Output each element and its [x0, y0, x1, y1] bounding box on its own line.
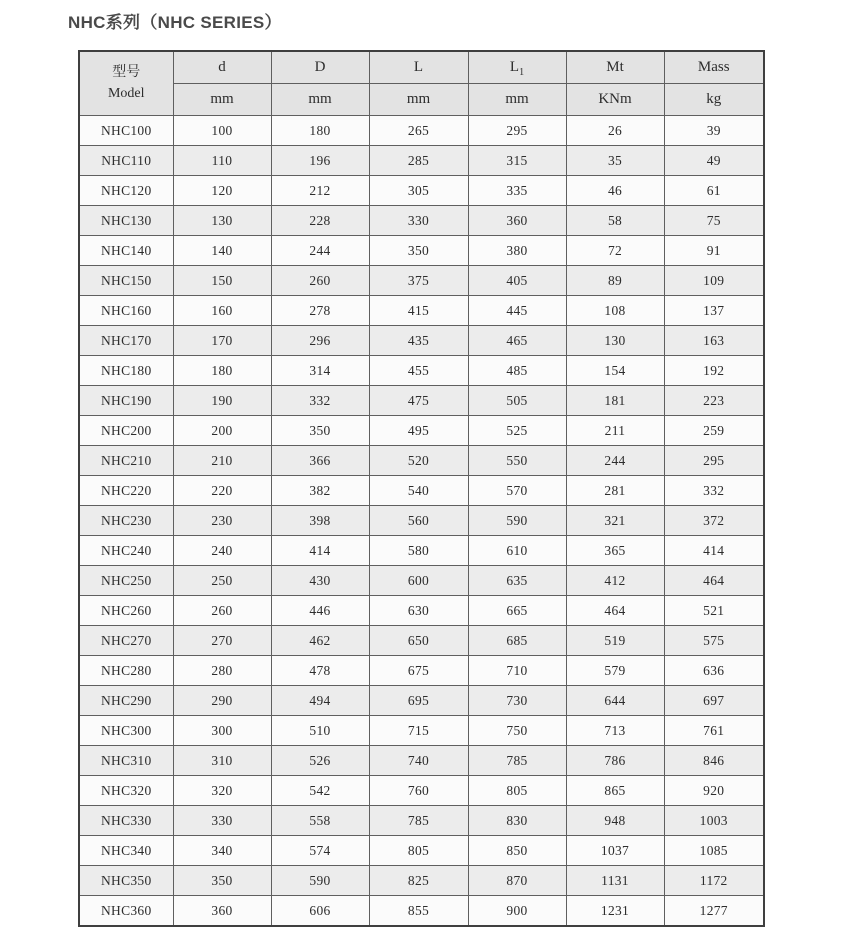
value-cell: 150: [173, 266, 271, 296]
model-header-cn: 型号: [112, 65, 141, 81]
value-cell: 244: [566, 446, 664, 476]
value-cell: 260: [173, 596, 271, 626]
value-cell: 521: [664, 596, 764, 626]
value-cell: 540: [369, 476, 468, 506]
model-cell: NHC180: [79, 356, 173, 386]
table-row: [79, 236, 764, 266]
value-cell: 526: [271, 746, 369, 776]
value-cell: 475: [369, 386, 468, 416]
value-cell: 332: [664, 476, 764, 506]
model-cell: NHC130: [79, 206, 173, 236]
value-cell: 590: [468, 506, 566, 536]
table-row: [79, 626, 764, 656]
value-cell: 72: [566, 236, 664, 266]
value-cell: 200: [173, 416, 271, 446]
value-cell: 830: [468, 806, 566, 836]
table-row: [79, 386, 764, 416]
value-cell: 89: [566, 266, 664, 296]
value-cell: 315: [468, 146, 566, 176]
value-cell: 805: [369, 836, 468, 866]
table-row: [79, 176, 764, 206]
table-row: [79, 596, 764, 626]
value-cell: 220: [173, 476, 271, 506]
value-cell: 360: [468, 206, 566, 236]
value-cell: 405: [468, 266, 566, 296]
value-cell: 560: [369, 506, 468, 536]
value-cell: 600: [369, 566, 468, 596]
value-cell: 154: [566, 356, 664, 386]
value-cell: 380: [468, 236, 566, 266]
model-cell: NHC310: [79, 746, 173, 776]
value-cell: 920: [664, 776, 764, 806]
value-cell: 630: [369, 596, 468, 626]
value-cell: 665: [468, 596, 566, 626]
value-cell: 570: [468, 476, 566, 506]
value-cell: 296: [271, 326, 369, 356]
value-cell: 190: [173, 386, 271, 416]
value-cell: 180: [271, 116, 369, 146]
model-cell: NHC140: [79, 236, 173, 266]
value-cell: 212: [271, 176, 369, 206]
value-cell: 415: [369, 296, 468, 326]
value-cell: 285: [369, 146, 468, 176]
value-cell: 446: [271, 596, 369, 626]
value-cell: 1003: [664, 806, 764, 836]
value-cell: 785: [468, 746, 566, 776]
header-row-units: [79, 84, 764, 116]
value-cell: 335: [468, 176, 566, 206]
table-row: [79, 896, 764, 927]
table-header: [79, 51, 764, 116]
value-cell: 445: [468, 296, 566, 326]
model-cell: NHC360: [79, 896, 173, 927]
value-cell: 278: [271, 296, 369, 326]
value-cell: 730: [468, 686, 566, 716]
nhc-series-table: [78, 50, 765, 927]
model-cell: NHC320: [79, 776, 173, 806]
value-cell: 61: [664, 176, 764, 206]
value-cell: 606: [271, 896, 369, 927]
value-cell: 542: [271, 776, 369, 806]
value-cell: 855: [369, 896, 468, 927]
model-cell: NHC250: [79, 566, 173, 596]
value-cell: 290: [173, 686, 271, 716]
table-row: [79, 806, 764, 836]
value-cell: 281: [566, 476, 664, 506]
value-cell: 35: [566, 146, 664, 176]
value-cell: 75: [664, 206, 764, 236]
value-cell: 108: [566, 296, 664, 326]
value-cell: 137: [664, 296, 764, 326]
value-cell: 244: [271, 236, 369, 266]
value-cell: 295: [664, 446, 764, 476]
value-cell: 710: [468, 656, 566, 686]
model-cell: NHC100: [79, 116, 173, 146]
value-cell: 786: [566, 746, 664, 776]
model-cell: NHC170: [79, 326, 173, 356]
model-cell: NHC350: [79, 866, 173, 896]
model-cell: NHC270: [79, 626, 173, 656]
table-row: [79, 416, 764, 446]
table-row: [79, 356, 764, 386]
table-row: [79, 446, 764, 476]
value-cell: 382: [271, 476, 369, 506]
value-cell: 330: [369, 206, 468, 236]
value-cell: 310: [173, 746, 271, 776]
model-header-en: Model: [107, 85, 145, 101]
value-cell: 485: [468, 356, 566, 386]
value-cell: 163: [664, 326, 764, 356]
value-cell: 100: [173, 116, 271, 146]
column-header-Mass: Mass: [664, 51, 764, 84]
model-cell: NHC290: [79, 686, 173, 716]
value-cell: 314: [271, 356, 369, 386]
table-row: [79, 146, 764, 176]
unit-header-d: mm: [173, 84, 271, 116]
table-row: [79, 326, 764, 356]
value-cell: 675: [369, 656, 468, 686]
model-cell: NHC330: [79, 806, 173, 836]
model-cell: NHC110: [79, 146, 173, 176]
value-cell: 140: [173, 236, 271, 266]
table-row: [79, 536, 764, 566]
value-cell: 250: [173, 566, 271, 596]
value-cell: 525: [468, 416, 566, 446]
model-cell: NHC240: [79, 536, 173, 566]
value-cell: 610: [468, 536, 566, 566]
table-row: [79, 566, 764, 596]
value-cell: 58: [566, 206, 664, 236]
value-cell: 464: [566, 596, 664, 626]
value-cell: 697: [664, 686, 764, 716]
value-cell: 26: [566, 116, 664, 146]
unit-header-L: mm: [369, 84, 468, 116]
value-cell: 398: [271, 506, 369, 536]
value-cell: 505: [468, 386, 566, 416]
value-cell: 130: [566, 326, 664, 356]
model-cell: NHC300: [79, 716, 173, 746]
value-cell: 1131: [566, 866, 664, 896]
value-cell: 465: [468, 326, 566, 356]
table-row: [79, 206, 764, 236]
value-cell: 575: [664, 626, 764, 656]
value-cell: 865: [566, 776, 664, 806]
value-cell: 636: [664, 656, 764, 686]
value-cell: 91: [664, 236, 764, 266]
table-row: [79, 476, 764, 506]
value-cell: 650: [369, 626, 468, 656]
value-cell: 210: [173, 446, 271, 476]
model-cell: NHC340: [79, 836, 173, 866]
model-cell: NHC120: [79, 176, 173, 206]
column-header-D: D: [271, 51, 369, 84]
value-cell: 196: [271, 146, 369, 176]
value-cell: 761: [664, 716, 764, 746]
value-cell: 558: [271, 806, 369, 836]
value-cell: 685: [468, 626, 566, 656]
value-cell: 478: [271, 656, 369, 686]
model-cell: NHC190: [79, 386, 173, 416]
value-cell: 300: [173, 716, 271, 746]
value-cell: 340: [173, 836, 271, 866]
value-cell: 430: [271, 566, 369, 596]
value-cell: 520: [369, 446, 468, 476]
model-cell: NHC200: [79, 416, 173, 446]
column-header-L: L: [369, 51, 468, 84]
value-cell: 494: [271, 686, 369, 716]
value-cell: 870: [468, 866, 566, 896]
unit-header-L1: mm: [468, 84, 566, 116]
value-cell: 120: [173, 176, 271, 206]
value-cell: 1231: [566, 896, 664, 927]
value-cell: 180: [173, 356, 271, 386]
table-row: [79, 656, 764, 686]
value-cell: 260: [271, 266, 369, 296]
column-header-L1: $L_1$: [468, 51, 566, 84]
value-cell: 49: [664, 146, 764, 176]
value-cell: 850: [468, 836, 566, 866]
model-cell: NHC160: [79, 296, 173, 326]
table-row: [79, 266, 764, 296]
value-cell: 366: [271, 446, 369, 476]
table-body: [79, 116, 764, 927]
value-cell: 580: [369, 536, 468, 566]
value-cell: 414: [271, 536, 369, 566]
value-cell: 280: [173, 656, 271, 686]
model-cell: NHC210: [79, 446, 173, 476]
value-cell: 715: [369, 716, 468, 746]
value-cell: 170: [173, 326, 271, 356]
value-cell: 412: [566, 566, 664, 596]
value-cell: 785: [369, 806, 468, 836]
unit-header-D: mm: [271, 84, 369, 116]
value-cell: 350: [369, 236, 468, 266]
value-cell: 295: [468, 116, 566, 146]
value-cell: 211: [566, 416, 664, 446]
value-cell: 350: [271, 416, 369, 446]
value-cell: 825: [369, 866, 468, 896]
value-cell: 695: [369, 686, 468, 716]
table-row: [79, 116, 764, 146]
value-cell: 375: [369, 266, 468, 296]
value-cell: 550: [468, 446, 566, 476]
value-cell: 332: [271, 386, 369, 416]
value-cell: 372: [664, 506, 764, 536]
value-cell: 240: [173, 536, 271, 566]
value-cell: 350: [173, 866, 271, 896]
table-row: [79, 866, 764, 896]
value-cell: 265: [369, 116, 468, 146]
table-row: [79, 716, 764, 746]
value-cell: 365: [566, 536, 664, 566]
unit-header-Mt: KNm: [566, 84, 664, 116]
value-cell: 130: [173, 206, 271, 236]
value-cell: 270: [173, 626, 271, 656]
page-title: NHC系列（NHC SERIES）: [68, 13, 282, 32]
value-cell: 414: [664, 536, 764, 566]
value-cell: 948: [566, 806, 664, 836]
value-cell: 644: [566, 686, 664, 716]
value-cell: 223: [664, 386, 764, 416]
value-cell: 259: [664, 416, 764, 446]
value-cell: 519: [566, 626, 664, 656]
column-header-Mt: Mt: [566, 51, 664, 84]
model-cell: NHC280: [79, 656, 173, 686]
value-cell: 1085: [664, 836, 764, 866]
value-cell: 495: [369, 416, 468, 446]
value-cell: 360: [173, 896, 271, 927]
value-cell: 635: [468, 566, 566, 596]
value-cell: 435: [369, 326, 468, 356]
value-cell: 590: [271, 866, 369, 896]
value-cell: 713: [566, 716, 664, 746]
value-cell: 305: [369, 176, 468, 206]
value-cell: 455: [369, 356, 468, 386]
model-cell: NHC230: [79, 506, 173, 536]
value-cell: 39: [664, 116, 764, 146]
table-row: [79, 506, 764, 536]
value-cell: 760: [369, 776, 468, 806]
value-cell: 574: [271, 836, 369, 866]
value-cell: 321: [566, 506, 664, 536]
value-cell: 464: [664, 566, 764, 596]
column-header-d: d: [173, 51, 271, 84]
value-cell: 750: [468, 716, 566, 746]
value-cell: 46: [566, 176, 664, 206]
value-cell: 228: [271, 206, 369, 236]
value-cell: 510: [271, 716, 369, 746]
value-cell: 740: [369, 746, 468, 776]
model-cell: NHC150: [79, 266, 173, 296]
value-cell: 160: [173, 296, 271, 326]
value-cell: 230: [173, 506, 271, 536]
value-cell: 805: [468, 776, 566, 806]
table-row: [79, 746, 764, 776]
table-row: [79, 836, 764, 866]
value-cell: 109: [664, 266, 764, 296]
model-cell: NHC220: [79, 476, 173, 506]
table-row: [79, 296, 764, 326]
header-row-labels: [79, 51, 764, 84]
value-cell: 846: [664, 746, 764, 776]
value-cell: 330: [173, 806, 271, 836]
unit-header-Mass: kg: [664, 84, 764, 116]
table-row: [79, 686, 764, 716]
value-cell: 1037: [566, 836, 664, 866]
value-cell: 192: [664, 356, 764, 386]
value-cell: 181: [566, 386, 664, 416]
value-cell: 900: [468, 896, 566, 927]
table-row: [79, 776, 764, 806]
value-cell: 462: [271, 626, 369, 656]
value-cell: 1277: [664, 896, 764, 927]
model-cell: NHC260: [79, 596, 173, 626]
model-column-header: [79, 51, 173, 116]
value-cell: 579: [566, 656, 664, 686]
value-cell: 320: [173, 776, 271, 806]
value-cell: 1172: [664, 866, 764, 896]
value-cell: 110: [173, 146, 271, 176]
